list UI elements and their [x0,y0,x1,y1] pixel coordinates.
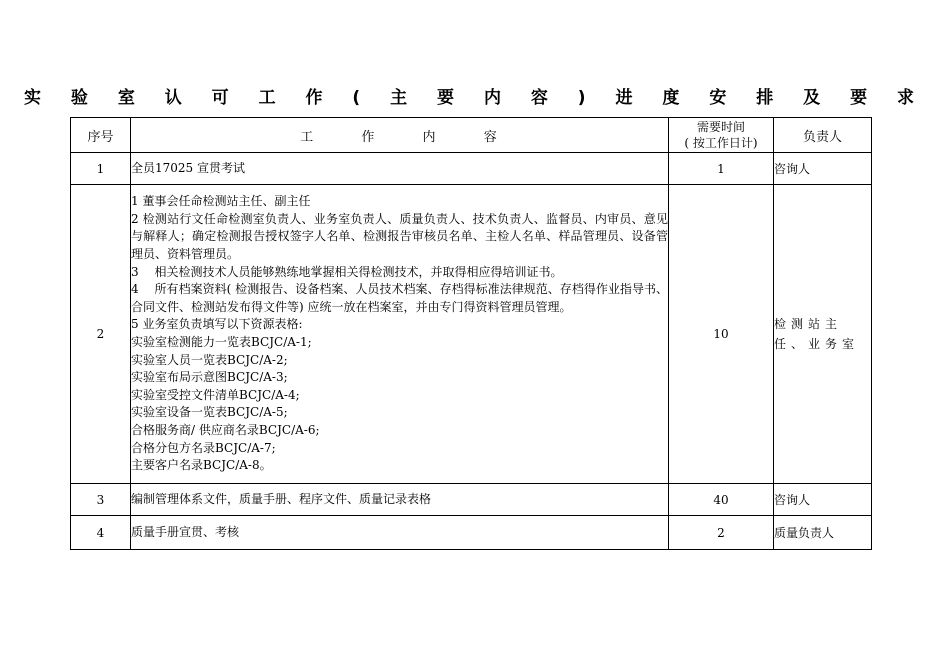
row-seq: 4 [71,516,131,550]
work-line: 合格服务商/ 供应商名录BCJC/A-6; [131,422,320,437]
header-seq: 序号 [71,118,131,153]
work-line: 1 董事会任命检测站主任、副主任 [131,194,311,209]
work-line: 实验室设备一览表BCJC/A-5; [131,405,288,420]
work-line: 实验室布局示意图BCJC/A-3; [131,370,288,385]
row-work-content [131,185,669,484]
work-line: 4 所有档案资料( 检测报告、设备档案、人员技术档案、存档得标准法律规范、存档得作业指导书、合同文件、检测站发布得文件等) 应统一放在档案室，并由专门得资料管理员管理。 [131,282,668,314]
header-work-content: 工 作 内 容 [131,118,669,153]
row-work-content [131,484,669,516]
work-line: 3 相关检测技术人员能够熟练地掌握相关得检测技术，并取得相应得培训证书。 [131,264,563,279]
work-line: 实验室检测能力一览表BCJC/A-1; [131,335,312,349]
row-seq: 1 [71,153,131,185]
row-work-content [131,153,669,185]
work-line: 5 业务室负责填写以下资源表格: [131,317,303,332]
row-owner: 咨询人 [774,153,872,185]
work-line: 合格分包方名录BCJC/A-7; [131,440,276,455]
header-owner: 负责人 [774,118,872,153]
work-line: 实验室受控文件清单BCJC/A-4; [131,387,300,402]
table-row [71,185,872,484]
table-row [71,153,872,185]
table-row [71,516,872,550]
row-time: 1 [669,153,774,185]
row-seq: 3 [71,484,131,516]
work-line: 实验室人员一览表BCJC/A-2; [131,352,288,367]
row-work-content [131,516,669,550]
row-time: 40 [669,484,774,516]
row-owner: 质量负责人 [774,516,872,550]
table-row [71,484,872,516]
work-line: 编制管理体系文件，质量手册、程序文件、质量记录表格 [131,491,432,506]
work-line: 主要客户名录BCJC/A-8。 [131,458,272,473]
row-owner [774,185,872,484]
header-time-required [669,118,774,153]
header-time-line1: 需要时间 [696,120,745,134]
row-time: 10 [669,185,774,484]
row-owner-text: 检测站主任、业务室 [774,317,860,351]
work-line: 质量手册宣贯、考核 [131,524,240,539]
header-time-line2: ( 按工作日计) [684,136,758,150]
row-owner: 咨询人 [774,484,872,516]
table-header-row [71,118,872,153]
work-line: 全员17025 宣贯考试 [131,160,245,175]
document-title: 实 验 室 认 可 工 作 ( 主 要 内 容 ) 进 度 安 排 及 要 求 [24,88,926,108]
work-line: 2 检测站行文任命检测室负责人、业务室负责人、质量负责人、技术负责人、监督员、内审员、意见与解释人；确定检测报告授权签字人名单、检测报告审核员名单、主检人名单、样品管理员、设备管理员、资料管理员。 [131,211,668,262]
row-seq: 2 [71,185,131,484]
schedule-table [70,117,872,550]
row-time: 2 [669,516,774,550]
